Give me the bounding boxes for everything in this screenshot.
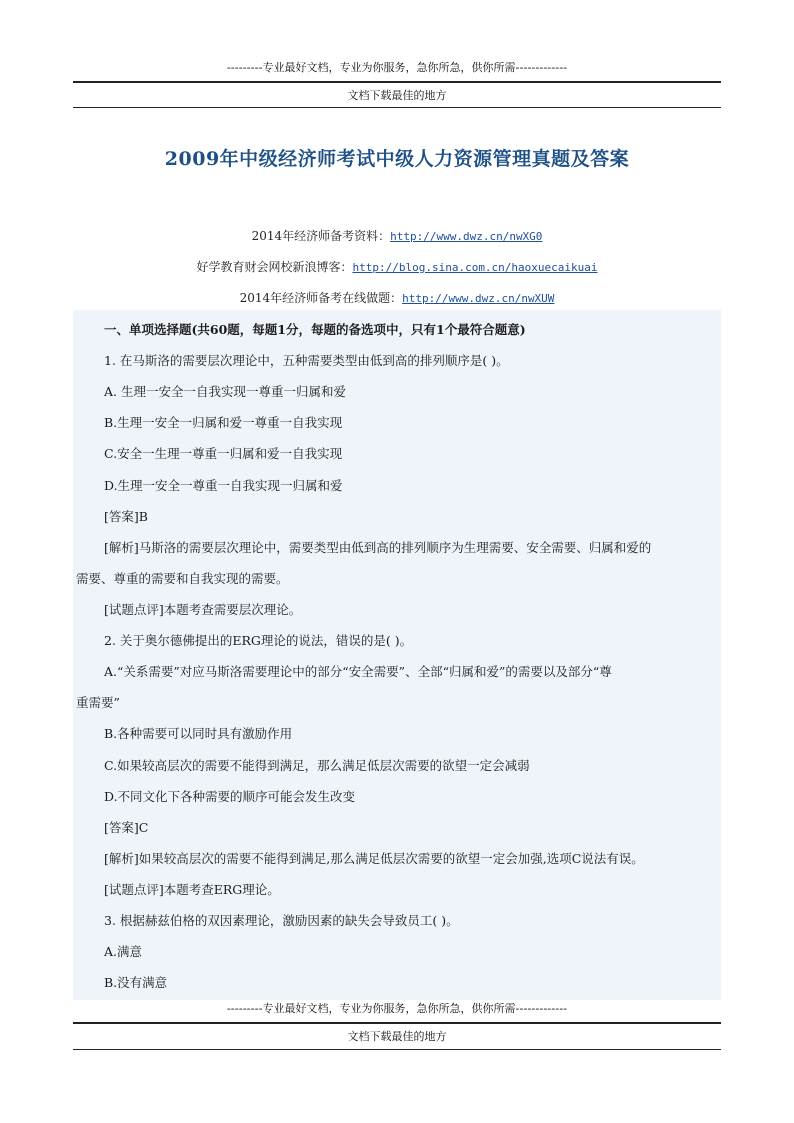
analysis-line: [解析]马斯洛的需要层次理论中，需要类型由低到高的排列顺序为生理需要、安全需要、归属和爱的 [104,540,652,555]
question-2: 2. 关于奥尔德佛提出的ERG理论的说法，错误的是( )。 [104,633,413,648]
document-title: 2009年中级经济师考试中级人力资源管理真题及答案 [164,148,630,170]
answer-line: [答案]B [104,509,148,524]
question-3: 3. 根据赫兹伯格的双因素理论，激励因素的缺失会导致员工( )。 [104,913,459,928]
analysis-line-cont: 需要、尊重的需要和自我实现的需要。 [76,571,289,586]
question-1: 1. 在马斯洛的需要层次理论中，五种需要类型由低到高的排列顺序是( )。 [104,353,509,368]
header-slogan: ---------专业最好文档，专业为你服务，急你所急，供你所需------------- [226,61,568,74]
option-line: D.不同文化下各种需要的顺序可能会发生改变 [104,789,356,804]
resource-label: 好学教育财会网校新浪博客： [196,260,353,274]
footer-slogan: ---------专业最好文档，专业为你服务，急你所急，供你所需------------- [226,1002,568,1015]
comment-line: [试题点评]本题考查ERG理论。 [104,882,280,897]
resource-link[interactable]: http://www.dwz.cn/nwXUW [402,292,555,305]
header-rule-bottom [73,107,721,108]
option-line: C.安全一生理一尊重一归属和爱一自我实现 [104,446,343,461]
option-line: C.如果较高层次的需要不能得到满足，那么满足低层次需要的欲望一定会减弱 [104,758,530,773]
option-line: A.“关系需要”对应马斯洛需要理论中的部分“安全需要”、全部“归属和爱”的需要以及部分“尊 [104,664,612,679]
header-subtitle: 文档下载最佳的地方 [347,89,447,102]
analysis-line: [解析]如果较高层次的需要不能得到满足,那么满足低层次需要的欲望一定会加强,选项C说法有误。 [104,851,644,866]
option-line: B.没有满意 [104,975,168,990]
resource-line [73,227,721,244]
option-line: D.生理一安全一尊重一自我实现一归属和爱 [104,478,343,493]
resource-label: 2014年经济师备考在线做题： [239,291,403,305]
option-line: B.各种需要可以同时具有激励作用 [104,726,293,741]
answer-line: [答案]C [104,820,149,835]
resource-link[interactable]: http://www.dwz.cn/nwXG0 [390,230,543,243]
resource-line [73,258,721,275]
option-line: A. 生理一安全一自我实现一尊重一归属和爱 [104,384,346,399]
footer-subtitle: 文档下载最佳的地方 [347,1030,447,1043]
option-line: A.满意 [104,944,143,959]
section-heading: 一、单项选择题(共60题，每题1分，每题的备选项中，只有1个最符合题意) [104,322,526,337]
comment-line: [试题点评]本题考查需要层次理论。 [104,602,302,617]
footer-rule-top [73,1022,721,1024]
header-rule-top [73,81,721,83]
resource-label: 2014年经济师备考资料： [251,229,391,243]
resource-line [73,289,721,306]
option-line: B.生理一安全一归属和爱一尊重一自我实现 [104,415,343,430]
footer-rule-bottom [73,1049,721,1050]
resource-link[interactable]: http://blog.sina.com.cn/haoxuecaikuai [352,261,598,274]
option-line-cont: 重需要” [76,695,120,710]
